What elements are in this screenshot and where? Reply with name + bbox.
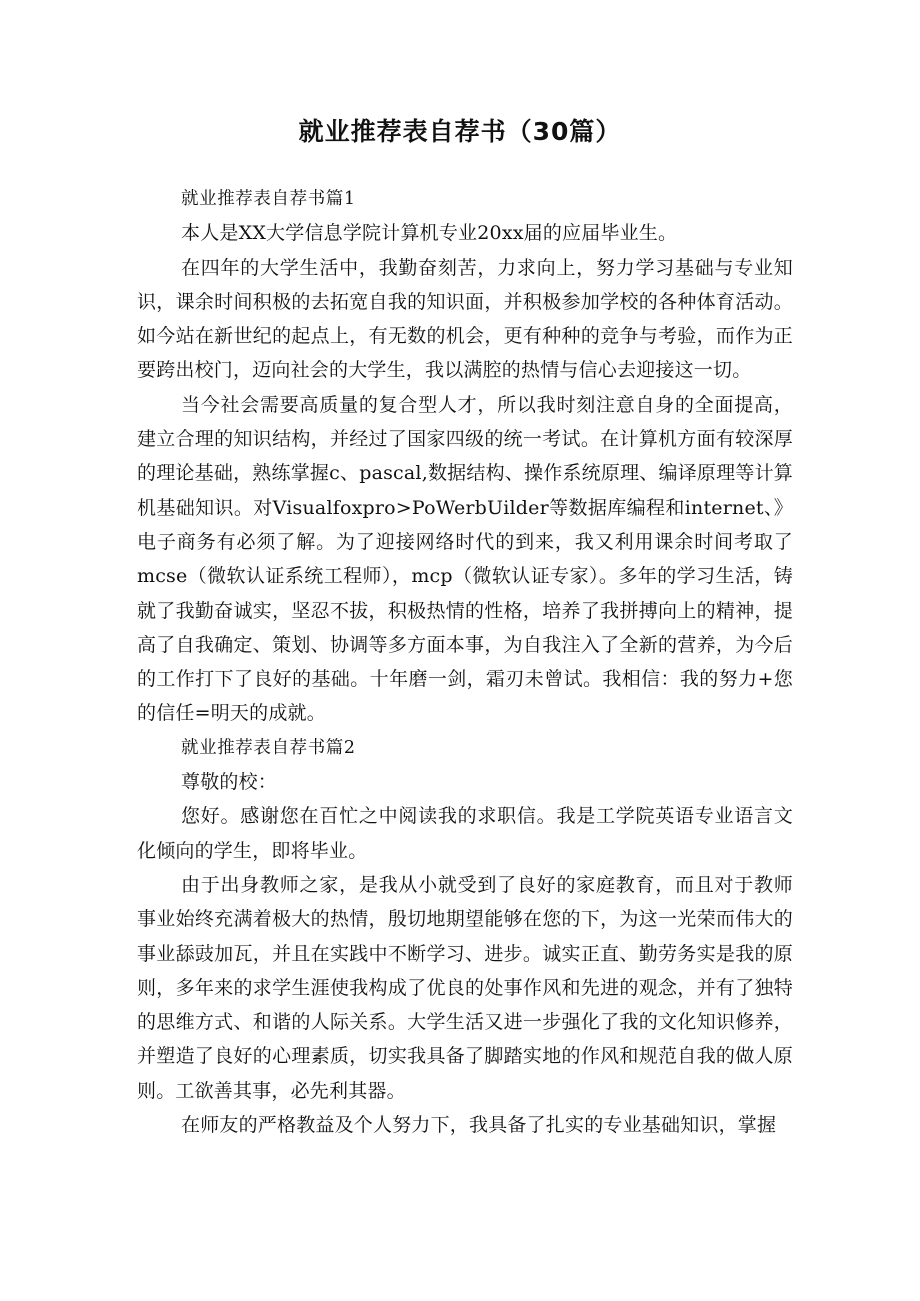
paragraph-background: 由于出身教师之家，是我从小就受到了良好的家庭教育，而且对于教师事业始终充满着极大的热情，殷切地期望能够在您的下，为这一光荣而伟大的事业舔豉加瓦，并且在实践中不断学习、进步。诚实正直、勤劳务实是我的原则，多年来的求学生涯使我构成了优良的处事作风和先进的观念，并有了独特的思维方式、和谐的人际关系。大学生活又进一步强化了我的文化知识修养，并塑造了良好的心理素质，切实我具备了脚踏实地的作风和规范自我的做人原则。工欲善其事，必先利其器。 [137,873,793,1102]
paragraph-intro: 本人是XX大学信息学院计算机专业20xx届的应届毕业生。 [181,222,678,245]
document-title: 就业推荐表自荐书（30篇） [298,117,622,146]
section-heading-1: 就业推荐表自荐书篇1 [181,189,356,209]
paragraph-greeting: 您好。感谢您在百忙之中阅读我的求职信。我是工学院英语专业语言文化倾向的学生，即将毕业。 [137,805,793,862]
paragraph-university-life: 在四年的大学生活中，我勤奋刻苦，力求向上，努力学习基础与专业知识，课余时间积极的去拓宽自我的知识面，并积极参加学校的各种体育活动。如今站在新世纪的起点上，有无数的机会，更有种种的竞争与考验，而作为正要跨出校门，迈向社会的大学生，我以满腔的热情与信心去迎接这一切。 [137,256,793,382]
paragraph-training: 在师友的严格教益及个人努力下，我具备了扎实的专业基础知识，掌握 [181,1114,777,1137]
document-body [137,182,793,1142]
paragraph-skills: 当今社会需要高质量的复合型人才，所以我时刻注意自身的全面提高，建立合理的知识结构，并经过了国家四级的统一考试。在计算机方面有较深厚的理论基础，熟练掌握c、pascal,数据结构、操作系统原理、编译原理等计算机基础知识。对Visualfoxpro>PoWerbUilder等数据库编程和internet、》电子商务有必须了解。为了迎接网络时代的到来，我又利用课余时间考取了mcse（微软认证系统工程师），mcp（微软认证专家）。多年的学习生活，铸就了我勤奋诚实，坚忍不拔，积极热情的性格，培养了我拼搏向上的精神，提高了自我确定、策划、协调等多方面本事，为自我注入了全新的营养，为今后的工作打下了良好的基础。十年磨一剑，霜刃未曾试。我相信：我的努力+您的信任=明天的成就。 [137,393,793,725]
salutation: 尊敬的校： [181,771,278,794]
section-heading-2: 就业推荐表自荐书篇2 [181,737,356,758]
